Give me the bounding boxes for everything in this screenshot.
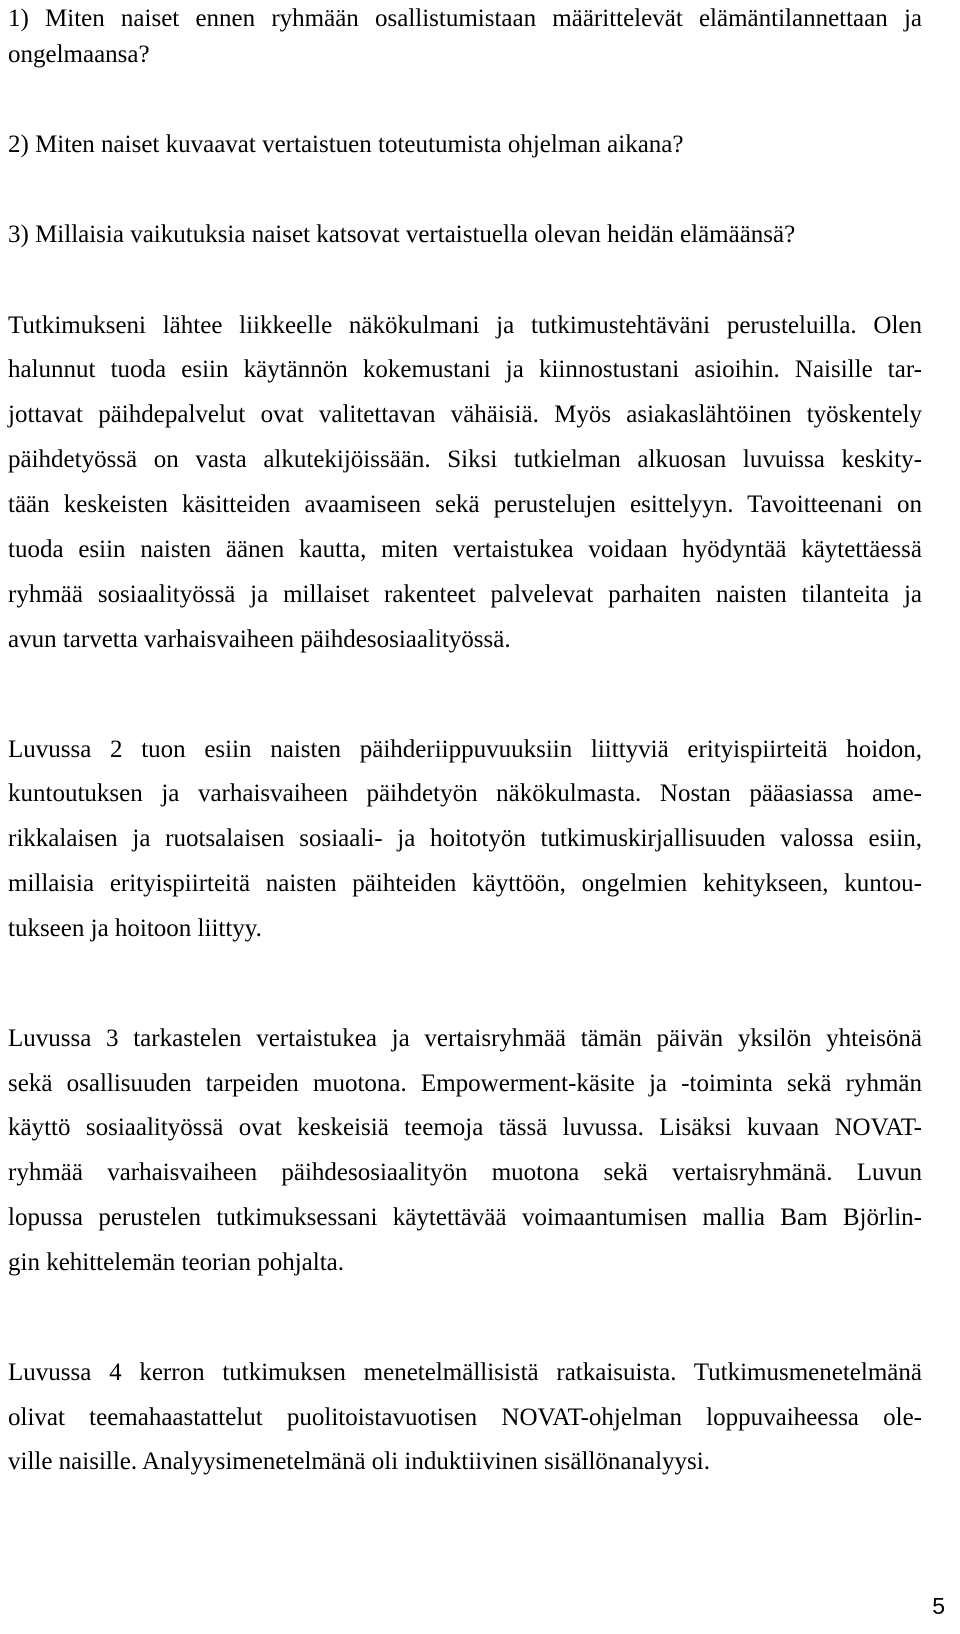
paragraph-1-line-7: ryhmää sosiaalityössä ja millaiset rakenteet palvelevat parhaiten naisten tilanteita ja xyxy=(8,581,922,608)
paragraph-1-line-4: päihdetyössä on vasta alkutekijöissään. Siksi tutkielman alkuosan luvuissa keskity- xyxy=(8,446,922,473)
paragraph-3-line-6: gin kehittelemän teorian pohjalta. xyxy=(8,1249,344,1276)
paragraph-4-line-3: ville naisille. Analyysimenetelmänä oli induktiivinen sisällönanalyysi. xyxy=(8,1448,710,1475)
paragraph-2-line-2: kuntoutuksen ja varhaisvaiheen päihdetyön näkökulmasta. Nostan pääasiassa ame- xyxy=(8,780,922,807)
paragraph-1-line-2: halunnut tuoda esiin käytännön kokemustani ja kiinnostustani asioihin. Naisille tar- xyxy=(8,356,922,383)
paragraph-4-line-1: Luvussa 4 kerron tutkimuksen menetelmällisistä ratkaisuista. Tutkimusmenetelmänä xyxy=(8,1359,922,1386)
paragraph-3-line-5: lopussa perustelen tutkimuksessani käytettävää voimaantumisen mallia Bam Björlin- xyxy=(8,1204,922,1231)
question-3: 3) Millaisia vaikutuksia naiset katsovat vertaistuella olevan heidän elämäänsä? xyxy=(8,221,796,248)
paragraph-3-line-3: käyttö sosiaalityössä ovat keskeisiä teemoja tässä luvussa. Lisäksi kuvaan NOVAT- xyxy=(8,1114,922,1141)
paragraph-3-line-4: ryhmää varhaisvaiheen päihdesosiaalityön muotona sekä vertaisryhmänä. Luvun xyxy=(8,1159,922,1186)
paragraph-3-line-2: sekä osallisuuden tarpeiden muotona. Empowerment-käsite ja -toiminta sekä ryhmän xyxy=(8,1070,922,1097)
question-1-line-2: ongelmaansa? xyxy=(8,41,150,68)
paragraph-2-line-4: millaisia erityispiirteitä naisten päihteiden käyttöön, ongelmien kehitykseen, kuntou- xyxy=(8,870,922,897)
paragraph-1-line-6: tuoda esiin naisten äänen kautta, miten vertaistukea voidaan hyödyntää käytettäessä xyxy=(8,536,922,563)
paragraph-3-line-1: Luvussa 3 tarkastelen vertaistukea ja vertaisryhmää tämän päivän yksilön yhteisönä xyxy=(8,1025,922,1052)
question-2: 2) Miten naiset kuvaavat vertaistuen toteutumista ohjelman aikana? xyxy=(8,131,684,158)
paragraph-1-line-5: tään keskeisten käsitteiden avaamiseen sekä perustelujen esittelyyn. Tavoitteenani on xyxy=(8,491,922,518)
paragraph-4-line-2: olivat teemahaastattelut puolitoistavuotisen NOVAT-ohjelman loppuvaiheessa ole- xyxy=(8,1404,922,1431)
paragraph-2-line-3: rikkalaisen ja ruotsalaisen sosiaali- ja hoitotyön tutkimuskirjallisuuden valossa esiin, xyxy=(8,825,922,852)
question-1-line-1: 1) Miten naiset ennen ryhmään osallistumistaan määrittelevät elämäntilannettaan ja xyxy=(8,5,922,32)
paragraph-1-line-1: Tutkimukseni lähtee liikkeelle näkökulmani ja tutkimustehtäväni perusteluilla. Olen xyxy=(8,312,922,339)
paragraph-2-line-1: Luvussa 2 tuon esiin naisten päihderiippuvuuksiin liittyviä erityispiirteitä hoidon, xyxy=(8,736,922,763)
paragraph-2-line-5: tukseen ja hoitoon liittyy. xyxy=(8,915,262,942)
paragraph-1-line-8: avun tarvetta varhaisvaiheen päihdesosiaalityössä. xyxy=(8,626,511,653)
paragraph-1-line-3: jottavat päihdepalvelut ovat valitettavan vähäisiä. Myös asiakaslähtöinen työskentely xyxy=(8,401,922,428)
page-number: 5 xyxy=(932,1593,945,1619)
